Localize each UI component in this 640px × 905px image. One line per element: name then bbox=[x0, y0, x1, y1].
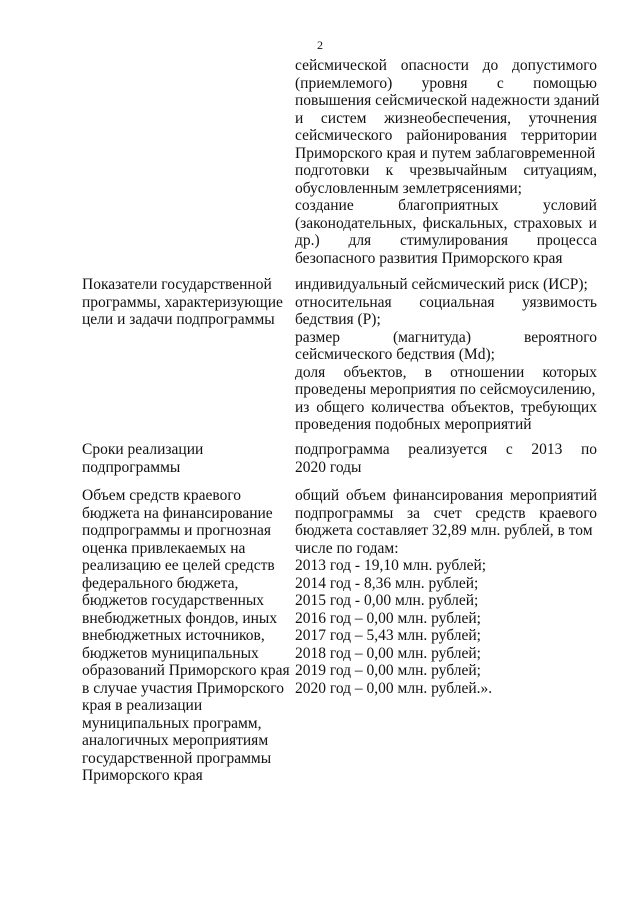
word: краевого bbox=[539, 504, 597, 522]
word: за bbox=[406, 504, 420, 522]
word: которых bbox=[542, 363, 597, 381]
word: в bbox=[424, 363, 432, 381]
text-line bbox=[295, 215, 597, 233]
row-label bbox=[82, 441, 282, 476]
word: (магнитуда) bbox=[393, 328, 471, 346]
label-line: государственной программы bbox=[82, 749, 272, 767]
label-line: бюджетов муниципальных bbox=[82, 644, 259, 662]
word: уровня bbox=[421, 74, 468, 92]
word: количества bbox=[371, 398, 445, 416]
text-line: проведения подобных мероприятий bbox=[295, 416, 532, 433]
word: уточнения bbox=[528, 109, 597, 127]
row-value bbox=[295, 276, 597, 434]
word: районирования bbox=[406, 127, 507, 144]
word: подпрограммы bbox=[295, 504, 394, 522]
word: социальная bbox=[419, 293, 495, 311]
word: к bbox=[385, 162, 394, 179]
row-value bbox=[295, 57, 600, 267]
label-line: Сроки реализации bbox=[82, 441, 204, 458]
row-value bbox=[295, 441, 597, 476]
word: процесса bbox=[536, 232, 597, 249]
word: др.) bbox=[295, 232, 320, 249]
label-line: в случае участия Приморского bbox=[82, 679, 285, 697]
label-line: внебюджетных источников, bbox=[82, 627, 265, 644]
word: условий bbox=[542, 197, 597, 214]
word: помощью bbox=[533, 74, 597, 92]
word: до bbox=[482, 57, 499, 74]
word: фискальных, bbox=[422, 214, 508, 232]
word: счет bbox=[433, 504, 462, 522]
word: по bbox=[580, 441, 597, 458]
row-value bbox=[295, 487, 597, 697]
word: размер bbox=[295, 328, 340, 346]
text-line: 2020 годы bbox=[295, 458, 362, 476]
label-line: Объем средств краевого bbox=[82, 487, 242, 504]
text-line: 2014 год - 8,36 млн. рублей; bbox=[295, 574, 479, 592]
text-line: 2013 год - 19,10 млн. рублей; bbox=[295, 557, 487, 574]
label-line: оценка привлекаемых на bbox=[82, 539, 246, 557]
label-line: федерального бюджета, bbox=[82, 574, 239, 592]
text-line bbox=[295, 57, 597, 75]
label-line: внебюджетных фондов, иных bbox=[82, 609, 278, 627]
label-line: Показатели государственной bbox=[82, 276, 272, 293]
word: относительная bbox=[295, 293, 392, 311]
label-line: цели и задачи подпрограммы bbox=[82, 311, 275, 328]
word: мероприятий bbox=[509, 487, 597, 504]
label-line: подпрограммы и прогнозная bbox=[82, 522, 271, 539]
word: общий bbox=[295, 487, 340, 504]
text-line bbox=[295, 364, 597, 382]
word: уязвимость bbox=[522, 293, 597, 311]
text-line bbox=[295, 329, 597, 347]
word: территории bbox=[520, 127, 597, 144]
text-line bbox=[295, 232, 597, 250]
label-line: образований Приморского края bbox=[82, 662, 290, 679]
text-line: индивидуальный сейсмический риск (ИСР); bbox=[295, 276, 588, 293]
word: подпрограмма bbox=[295, 441, 390, 458]
word: требующих bbox=[520, 398, 597, 416]
word: доля bbox=[295, 363, 326, 381]
word: (приемлемого) bbox=[295, 74, 393, 92]
label-line: бюджетов государственных bbox=[82, 592, 265, 609]
word: вероятного bbox=[524, 328, 597, 346]
word: с bbox=[496, 74, 504, 92]
label-line: программы, характеризующие bbox=[82, 293, 283, 311]
text-line: 2016 год – 0,00 млн. рублей; bbox=[295, 609, 481, 627]
label-line: Приморского края bbox=[82, 767, 203, 784]
word: благоприятных bbox=[398, 197, 499, 214]
label-line: аналогичных мероприятиям bbox=[82, 732, 269, 749]
label-line: края в реализации bbox=[82, 697, 203, 714]
text-line: безопасного развития Приморского края bbox=[295, 249, 563, 267]
row-label bbox=[82, 487, 290, 785]
word: сейсмической bbox=[295, 57, 387, 74]
label-line: подпрограммы bbox=[82, 458, 181, 476]
label-line: муниципальных программ, bbox=[82, 714, 262, 732]
word: ситуациям, bbox=[523, 162, 597, 179]
word: жизнеобеспечения, bbox=[384, 109, 512, 127]
row-label bbox=[82, 276, 282, 329]
label-line: бюджета на финансирование bbox=[82, 504, 273, 522]
word: для bbox=[348, 232, 372, 249]
text-line: обусловленным землетрясениями; bbox=[295, 179, 522, 197]
text-line: повышения сейсмической надежности зданий bbox=[295, 92, 600, 109]
text-line bbox=[295, 399, 597, 417]
text-line: 2020 год – 0,00 млн. рублей.». bbox=[295, 679, 493, 697]
word: из bbox=[295, 398, 310, 416]
word: отношении bbox=[450, 363, 525, 381]
word: объектов, bbox=[450, 398, 514, 416]
text-line: числе по годам: bbox=[295, 539, 399, 557]
word: общего bbox=[316, 398, 365, 416]
text-line: бедствия (Р); bbox=[295, 311, 381, 328]
word: создание bbox=[295, 197, 354, 214]
text-line bbox=[295, 505, 597, 523]
word: и bbox=[588, 214, 597, 232]
word: 2013 bbox=[531, 441, 563, 458]
text-line: бюджета составляет 32,89 млн. рублей, в том bbox=[295, 522, 593, 539]
word: и bbox=[295, 109, 304, 127]
word: стимулирования bbox=[399, 232, 509, 249]
text-line bbox=[295, 441, 597, 459]
text-line: сейсмического бедствия (Md); bbox=[295, 346, 495, 363]
word: систем bbox=[320, 109, 367, 127]
text-line bbox=[295, 294, 597, 312]
text-line: 2019 год – 0,00 млн. рублей; bbox=[295, 662, 481, 679]
page-number: 2 bbox=[317, 38, 323, 52]
word: объем bbox=[346, 487, 387, 504]
text-line bbox=[295, 127, 597, 145]
word: объектов, bbox=[343, 363, 407, 381]
text-line bbox=[295, 487, 597, 505]
text-line: 2015 год - 0,00 млн. рублей; bbox=[295, 592, 479, 609]
word: (законодательных, bbox=[295, 214, 417, 232]
text-line bbox=[295, 75, 597, 93]
text-line: проведены мероприятия по сейсмоусилению, bbox=[295, 381, 596, 398]
word: допустимого bbox=[512, 57, 597, 74]
text-line bbox=[295, 110, 597, 128]
word: средств bbox=[475, 504, 526, 522]
word: сейсмического bbox=[295, 127, 393, 144]
word: с bbox=[505, 441, 513, 458]
text-line bbox=[295, 162, 597, 180]
text-line: 2018 год – 0,00 млн. рублей; bbox=[295, 644, 481, 662]
word: подготовки bbox=[295, 162, 370, 179]
label-line: реализацию ее целей средств bbox=[82, 557, 275, 574]
word: чрезвычайным bbox=[409, 162, 508, 179]
text-line: Приморского края и путем заблаговременной bbox=[295, 144, 596, 162]
word: опасности bbox=[400, 57, 469, 74]
text-line bbox=[295, 197, 597, 215]
word: финансирования bbox=[392, 487, 504, 504]
word: страховых bbox=[513, 214, 583, 232]
word: реализуется bbox=[408, 441, 488, 458]
text-line: 2017 год – 5,43 млн. рублей; bbox=[295, 627, 481, 644]
